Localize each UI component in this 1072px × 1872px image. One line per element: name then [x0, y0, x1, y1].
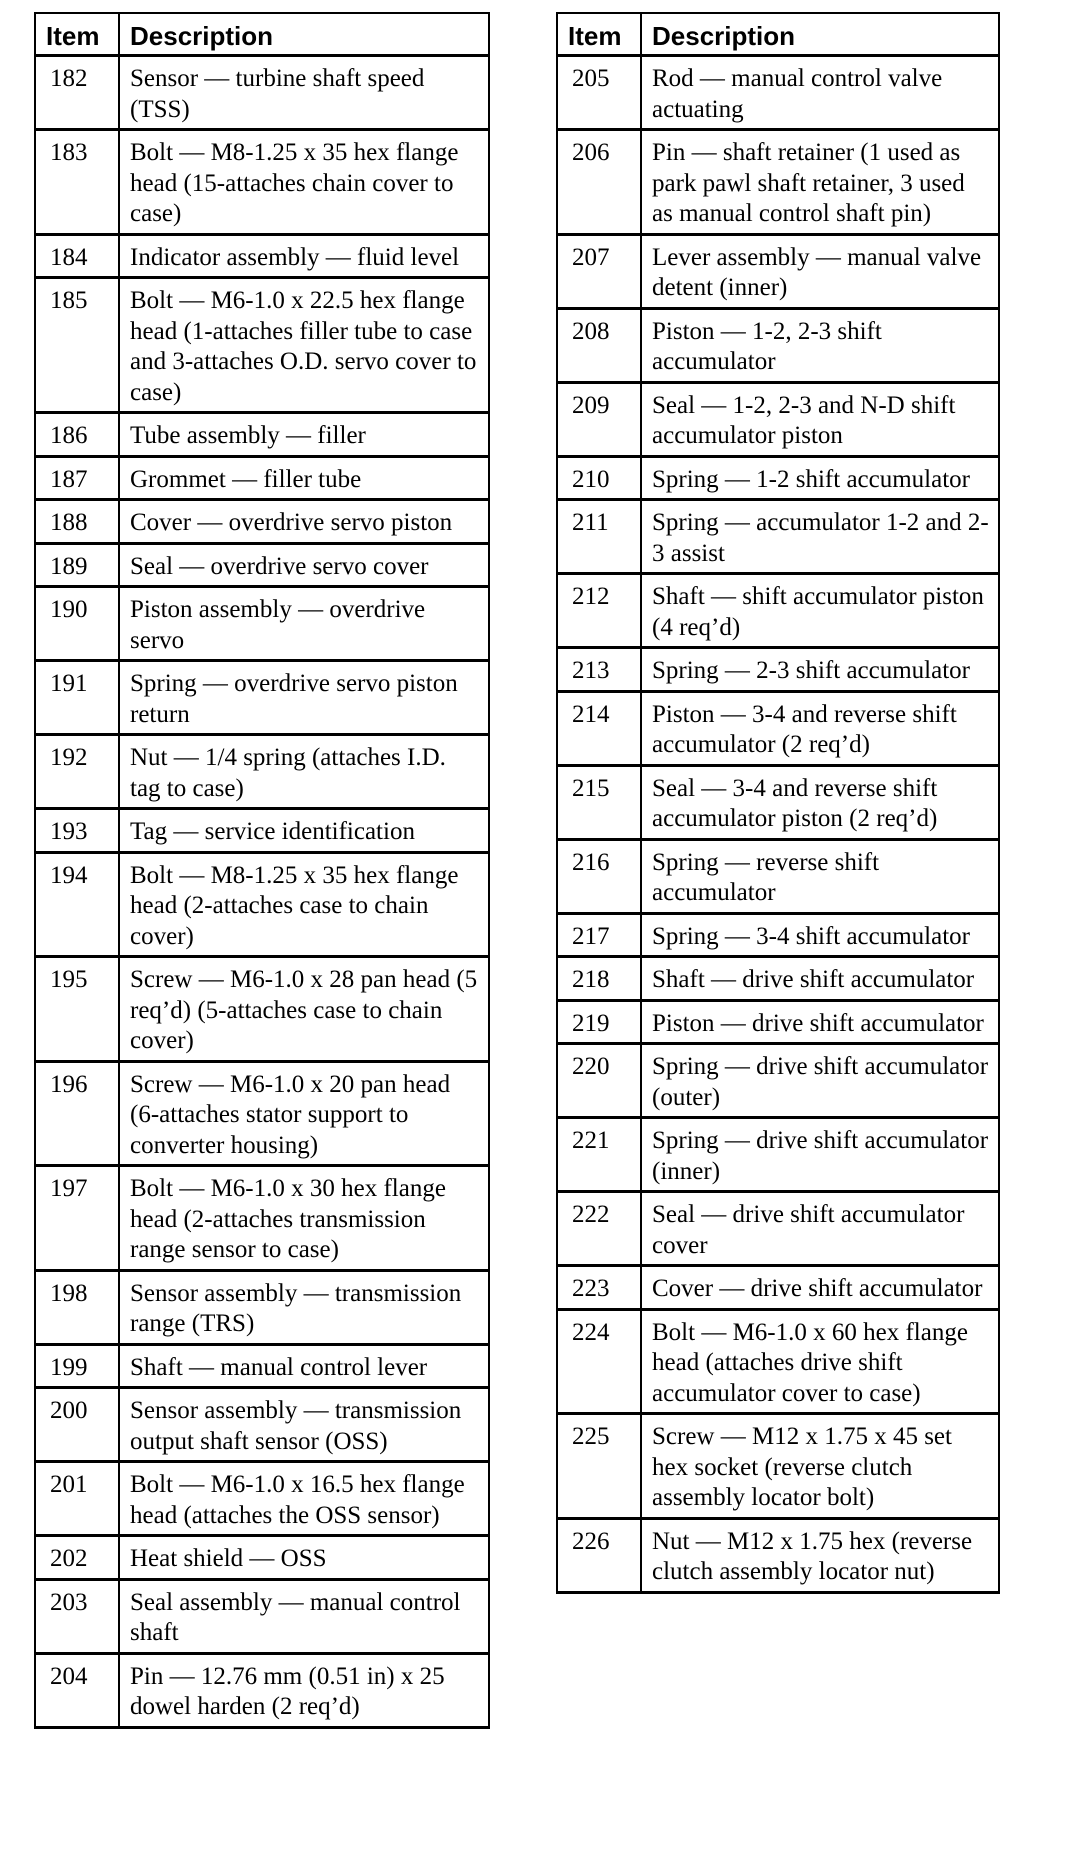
table-row: [35, 1388, 489, 1462]
item-number-cell: 218: [557, 957, 641, 1001]
description-cell: Spring — 2-3 shift accumulator: [641, 648, 999, 692]
column-header-item: Item: [35, 13, 119, 56]
item-number-cell: 201: [35, 1462, 119, 1536]
table-row: [557, 1414, 999, 1519]
table-row: [557, 913, 999, 957]
table-row: [35, 957, 489, 1062]
table-row: [557, 500, 999, 574]
parts-table-right: [556, 12, 1000, 1594]
description-cell: Shaft — manual control lever: [119, 1344, 489, 1388]
description-cell: Piston — 3-4 and reverse shift accumulator (2 req’d): [641, 691, 999, 765]
table-row: [35, 1270, 489, 1344]
description-cell: Spring — 3-4 shift accumulator: [641, 913, 999, 957]
table-row: [35, 1061, 489, 1166]
table-row: [557, 839, 999, 913]
table-row: [35, 661, 489, 735]
item-number-cell: 206: [557, 130, 641, 235]
table-row: [557, 1309, 999, 1414]
item-number-cell: 182: [35, 56, 119, 130]
item-number-cell: 217: [557, 913, 641, 957]
item-number-cell: 191: [35, 661, 119, 735]
item-number-cell: 195: [35, 957, 119, 1062]
description-cell: Bolt — M8-1.25 x 35 hex flange head (2-attaches case to chain cover): [119, 852, 489, 957]
description-cell: Screw — M6-1.0 x 20 pan head (6-attaches stator support to converter housing): [119, 1061, 489, 1166]
table-row: [557, 1044, 999, 1118]
table-row: [557, 574, 999, 648]
table-row: [35, 852, 489, 957]
table-row: [557, 648, 999, 692]
table-row: [557, 691, 999, 765]
table-row: [557, 130, 999, 235]
item-number-cell: 183: [35, 130, 119, 235]
item-number-cell: 187: [35, 456, 119, 500]
description-cell: Grommet — filler tube: [119, 456, 489, 500]
item-number-cell: 186: [35, 413, 119, 457]
parts-table-left: [34, 12, 490, 1729]
parts-table-body: [557, 56, 999, 1593]
description-cell: Seal assembly — manual control shaft: [119, 1579, 489, 1653]
column-header-description: Description: [641, 13, 999, 56]
item-number-cell: 221: [557, 1118, 641, 1192]
item-number-cell: 209: [557, 382, 641, 456]
item-number-cell: 210: [557, 456, 641, 500]
table-row: [35, 809, 489, 853]
item-number-cell: 213: [557, 648, 641, 692]
table-row: [557, 308, 999, 382]
description-cell: Nut — 1/4 spring (attaches I.D. tag to case): [119, 735, 489, 809]
description-cell: Shaft — shift accumulator piston (4 req’d): [641, 574, 999, 648]
description-cell: Bolt — M8-1.25 x 35 hex flange head (15-attaches chain cover to case): [119, 130, 489, 235]
description-cell: Nut — M12 x 1.75 hex (reverse clutch assembly locator nut): [641, 1518, 999, 1592]
description-cell: Tube assembly — filler: [119, 413, 489, 457]
table-row: [35, 1536, 489, 1580]
table-row: [557, 957, 999, 1001]
description-cell: Piston assembly — overdrive servo: [119, 587, 489, 661]
table-row: [35, 587, 489, 661]
description-cell: Bolt — M6-1.0 x 16.5 hex flange head (attaches the OSS sensor): [119, 1462, 489, 1536]
table-row: [557, 382, 999, 456]
item-number-cell: 225: [557, 1414, 641, 1519]
description-cell: Sensor — turbine shaft speed (TSS): [119, 56, 489, 130]
description-cell: Spring — drive shift accumulator (inner): [641, 1118, 999, 1192]
column-header-description: Description: [119, 13, 489, 56]
table-row: [35, 1653, 489, 1727]
column-header-item: Item: [557, 13, 641, 56]
table-row: [557, 765, 999, 839]
item-number-cell: 203: [35, 1579, 119, 1653]
description-cell: Indicator assembly — fluid level: [119, 234, 489, 278]
item-number-cell: 184: [35, 234, 119, 278]
item-number-cell: 224: [557, 1309, 641, 1414]
parts-table-body: [35, 56, 489, 1728]
table-row: [557, 1000, 999, 1044]
table-row: [35, 234, 489, 278]
table-row: [557, 1192, 999, 1266]
description-cell: Bolt — M6-1.0 x 30 hex flange head (2-attaches transmission range sensor to case): [119, 1166, 489, 1271]
item-number-cell: 215: [557, 765, 641, 839]
table-row: [35, 1166, 489, 1271]
description-cell: Bolt — M6-1.0 x 22.5 hex flange head (1-attaches filler tube to case and 3-attaches O.D. servo cover to case): [119, 278, 489, 413]
item-number-cell: 204: [35, 1653, 119, 1727]
item-number-cell: 219: [557, 1000, 641, 1044]
item-number-cell: 185: [35, 278, 119, 413]
item-number-cell: 216: [557, 839, 641, 913]
description-cell: Spring — accumulator 1-2 and 2-3 assist: [641, 500, 999, 574]
description-cell: Seal — 1-2, 2-3 and N-D shift accumulator piston: [641, 382, 999, 456]
table-row: [557, 56, 999, 130]
item-number-cell: 194: [35, 852, 119, 957]
item-number-cell: 188: [35, 500, 119, 544]
table-row: [35, 456, 489, 500]
item-number-cell: 212: [557, 574, 641, 648]
table-row: [557, 234, 999, 308]
description-cell: Spring — 1-2 shift accumulator: [641, 456, 999, 500]
description-cell: Spring — overdrive servo piston return: [119, 661, 489, 735]
description-cell: Shaft — drive shift accumulator: [641, 957, 999, 1001]
table-row: [557, 1266, 999, 1310]
description-cell: Cover — overdrive servo piston: [119, 500, 489, 544]
item-number-cell: 196: [35, 1061, 119, 1166]
table-row: [35, 1579, 489, 1653]
table-row: [35, 1462, 489, 1536]
description-cell: Rod — manual control valve actuating: [641, 56, 999, 130]
description-cell: Seal — drive shift accumulator cover: [641, 1192, 999, 1266]
description-cell: Tag — service identification: [119, 809, 489, 853]
table-row: [35, 500, 489, 544]
description-cell: Pin — 12.76 mm (0.51 in) x 25 dowel harden (2 req’d): [119, 1653, 489, 1727]
item-number-cell: 222: [557, 1192, 641, 1266]
table-row: [35, 413, 489, 457]
item-number-cell: 189: [35, 543, 119, 587]
item-number-cell: 223: [557, 1266, 641, 1310]
table-header-row: [35, 13, 489, 56]
item-number-cell: 192: [35, 735, 119, 809]
item-number-cell: 193: [35, 809, 119, 853]
description-cell: Heat shield — OSS: [119, 1536, 489, 1580]
item-number-cell: 214: [557, 691, 641, 765]
item-number-cell: 226: [557, 1518, 641, 1592]
item-number-cell: 190: [35, 587, 119, 661]
description-cell: Screw — M12 x 1.75 x 45 set hex socket (reverse clutch assembly locator bolt): [641, 1414, 999, 1519]
description-cell: Spring — reverse shift accumulator: [641, 839, 999, 913]
item-number-cell: 205: [557, 56, 641, 130]
table-row: [35, 130, 489, 235]
description-cell: Seal — overdrive servo cover: [119, 543, 489, 587]
description-cell: Sensor assembly — transmission range (TRS): [119, 1270, 489, 1344]
item-number-cell: 208: [557, 308, 641, 382]
item-number-cell: 199: [35, 1344, 119, 1388]
table-header-row: [557, 13, 999, 56]
description-cell: Lever assembly — manual valve detent (inner): [641, 234, 999, 308]
item-number-cell: 207: [557, 234, 641, 308]
description-cell: Spring — drive shift accumulator (outer): [641, 1044, 999, 1118]
description-cell: Bolt — M6-1.0 x 60 hex flange head (attaches drive shift accumulator cover to case): [641, 1309, 999, 1414]
item-number-cell: 202: [35, 1536, 119, 1580]
description-cell: Screw — M6-1.0 x 28 pan head (5 req’d) (5-attaches case to chain cover): [119, 957, 489, 1062]
item-number-cell: 220: [557, 1044, 641, 1118]
table-row: [557, 1518, 999, 1592]
table-row: [35, 1344, 489, 1388]
item-number-cell: 211: [557, 500, 641, 574]
item-number-cell: 200: [35, 1388, 119, 1462]
description-cell: Piston — drive shift accumulator: [641, 1000, 999, 1044]
table-row: [557, 456, 999, 500]
description-cell: Piston — 1-2, 2-3 shift accumulator: [641, 308, 999, 382]
table-row: [35, 278, 489, 413]
table-row: [35, 543, 489, 587]
item-number-cell: 197: [35, 1166, 119, 1271]
description-cell: Cover — drive shift accumulator: [641, 1266, 999, 1310]
description-cell: Seal — 3-4 and reverse shift accumulator piston (2 req’d): [641, 765, 999, 839]
table-row: [557, 1118, 999, 1192]
description-cell: Pin — shaft retainer (1 used as park pawl shaft retainer, 3 used as manual control shaft pin): [641, 130, 999, 235]
description-cell: Sensor assembly — transmission output shaft sensor (OSS): [119, 1388, 489, 1462]
item-number-cell: 198: [35, 1270, 119, 1344]
table-row: [35, 735, 489, 809]
table-row: [35, 56, 489, 130]
